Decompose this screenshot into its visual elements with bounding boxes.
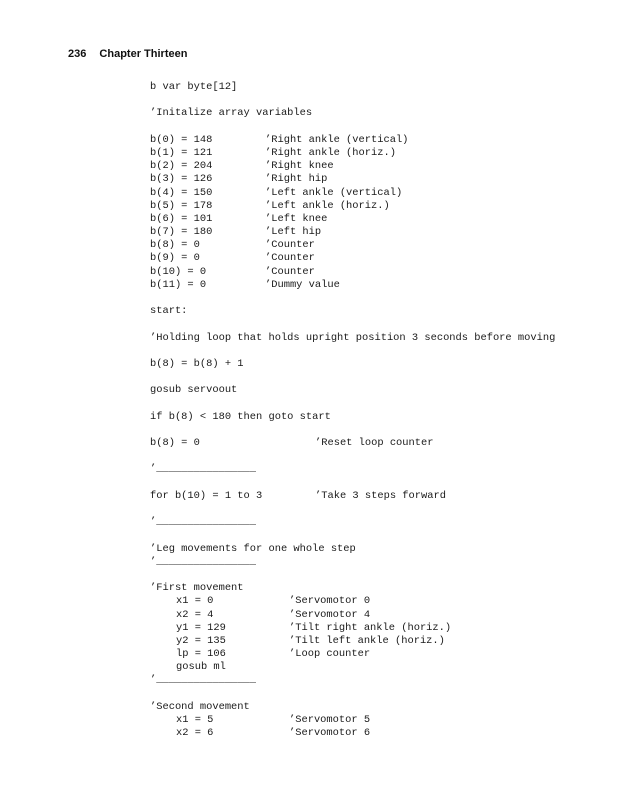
code-listing <box>150 81 555 740</box>
separator-comment: ’________________ <box>150 463 257 476</box>
blank-line <box>150 569 555 582</box>
code-comment: ’Tilt right ankle (horiz.) <box>289 621 452 634</box>
blank-line <box>150 318 555 331</box>
page-number: 236 <box>68 48 87 60</box>
code-line: if b(8) < 180 then goto start <box>150 410 331 423</box>
blank-line <box>150 371 555 384</box>
code-statement: b(2) = 204 <box>150 160 213 173</box>
blank-line <box>150 292 555 305</box>
code-comment: ’Left knee <box>265 212 328 225</box>
separator-comment: ’________________ <box>150 674 257 687</box>
code-statement: x1 = 5 <box>176 714 214 726</box>
code-comment: ’Reset loop counter <box>315 437 434 450</box>
code-comment: ’Leg movements for one whole step <box>150 542 356 555</box>
code-comment: ’First movement <box>150 582 244 595</box>
blank-line <box>150 345 555 358</box>
code-line <box>150 595 555 608</box>
code-statement: x2 = 4 <box>176 608 214 621</box>
code-line <box>150 648 555 661</box>
code-line <box>150 727 555 740</box>
code-comment: ’Counter <box>265 252 315 265</box>
code-line: gosub ml <box>176 661 226 674</box>
code-statement: b(3) = 126 <box>150 173 213 186</box>
page-header <box>68 48 187 60</box>
code-statement: b(10) = 0 <box>150 265 207 278</box>
code-statement: x1 = 0 <box>176 595 214 608</box>
code-statement: b(6) = 101 <box>150 212 213 225</box>
code-statement: for b(10) = 1 to 3 <box>150 489 263 502</box>
code-statement: y1 = 129 <box>176 621 226 634</box>
blank-line <box>150 94 555 107</box>
code-line <box>150 714 555 727</box>
code-line <box>150 187 555 200</box>
code-line <box>150 266 555 279</box>
code-comment: ’Servomotor 4 <box>289 608 371 621</box>
code-comment: ’Right ankle (horiz.) <box>265 146 396 159</box>
code-line <box>150 239 555 252</box>
code-comment: ’Take 3 steps forward <box>315 489 446 502</box>
code-line <box>150 160 555 173</box>
code-label: start: <box>150 305 188 318</box>
code-line <box>150 134 555 147</box>
code-statement: b(11) = 0 <box>150 278 207 291</box>
blank-line <box>150 529 555 542</box>
code-comment: ’Initalize array variables <box>150 107 313 120</box>
blank-line <box>150 477 555 490</box>
code-comment: ’Left ankle (horiz.) <box>265 199 390 212</box>
code-line <box>150 200 555 213</box>
code-comment: ’Left hip <box>265 226 322 239</box>
code-comment: ’Tilt left ankle (horiz.) <box>289 634 445 647</box>
code-comment: ’Holding loop that holds upright position 3 seconds before moving <box>150 331 556 344</box>
code-comment: ’Right knee <box>265 160 334 173</box>
code-comment: ’Loop counter <box>289 648 371 661</box>
code-line <box>150 490 555 503</box>
code-statement: b(4) = 150 <box>150 186 213 199</box>
code-comment: ’Second movement <box>150 700 250 713</box>
code-line <box>150 279 555 292</box>
second-movement-block <box>150 714 555 740</box>
code-comment: ’Counter <box>265 239 315 252</box>
blank-line <box>150 121 555 134</box>
code-statement: b(8) = 0 <box>150 239 200 252</box>
code-comment: ’Dummy value <box>265 278 340 291</box>
code-line: gosub servoout <box>150 384 238 397</box>
code-line <box>150 226 555 239</box>
code-comment: ’Servomotor 6 <box>289 727 371 740</box>
code-statement: b(1) = 121 <box>150 146 213 159</box>
code-line <box>150 609 555 622</box>
separator-comment: ’________________ <box>150 555 257 568</box>
code-statement: b(7) = 180 <box>150 226 213 239</box>
blank-line <box>150 688 555 701</box>
code-statement: b(0) = 148 <box>150 133 213 146</box>
code-line <box>150 622 555 635</box>
separator-comment: ’________________ <box>150 516 257 529</box>
code-statement: b(9) = 0 <box>150 252 200 265</box>
code-comment: ’Right hip <box>265 173 328 186</box>
code-statement: x2 = 6 <box>176 727 214 740</box>
code-comment: ’Right ankle (vertical) <box>265 133 409 146</box>
code-statement: lp = 106 <box>176 648 226 661</box>
first-movement-block <box>150 595 555 661</box>
code-line: b var byte[12] <box>150 81 238 93</box>
assignment-block <box>150 134 555 292</box>
code-statement: b(5) = 178 <box>150 199 213 212</box>
code-line <box>150 252 555 265</box>
code-line: b(8) = b(8) + 1 <box>150 357 244 370</box>
code-line <box>150 213 555 226</box>
code-comment: ’Left ankle (vertical) <box>265 186 403 199</box>
blank-line <box>150 398 555 411</box>
blank-line <box>150 450 555 463</box>
code-line <box>150 173 555 186</box>
code-comment: ’Servomotor 0 <box>289 595 371 608</box>
code-line <box>150 437 555 450</box>
blank-line <box>150 424 555 437</box>
chapter-title: Chapter Thirteen <box>99 48 188 60</box>
code-line <box>150 147 555 160</box>
code-line <box>150 635 555 648</box>
code-statement: b(8) = 0 <box>150 437 200 450</box>
code-comment: ’Counter <box>265 265 315 278</box>
blank-line <box>150 503 555 516</box>
code-statement: y2 = 135 <box>176 634 226 647</box>
code-comment: ’Servomotor 5 <box>289 714 371 726</box>
